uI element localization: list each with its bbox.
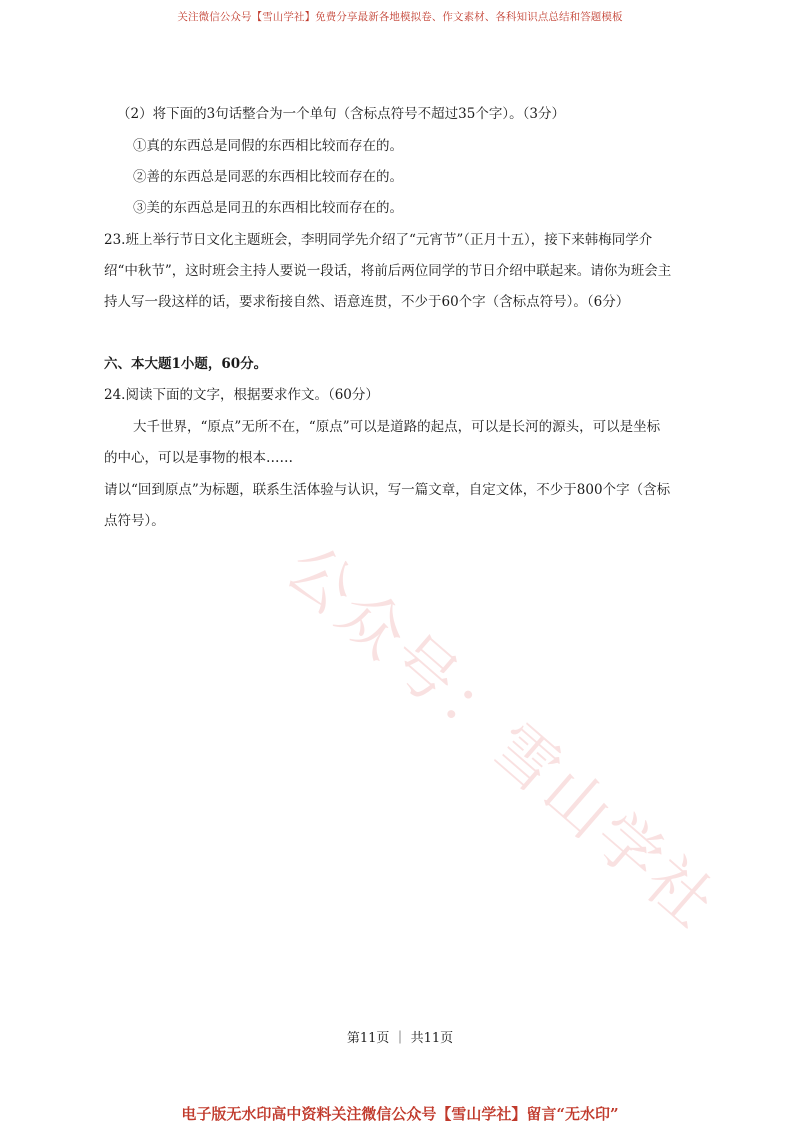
- q22-2-item-2: ②善的东西总是同恶的东西相比较而存在的。: [133, 169, 403, 185]
- watermark: 公众号：雪山学社: [271, 531, 731, 945]
- q23-line-2: 绍“中秋节”，这时班会主持人要说一段话，将前后两位同学的节日介绍中联起来。请你为班会主: [104, 263, 672, 279]
- q24-prompt: 24.阅读下面的文字，根据要求作文。（60分）: [104, 387, 379, 403]
- q24-passage-line-1: 大千世界，“原点”无所不在，“原点”可以是道路的起点，可以是长河的源头，可以是坐标: [133, 419, 661, 435]
- q24-passage-line-2: 的中心，可以是事物的根本……: [104, 450, 293, 466]
- q24-instruction-line-2: 点符号）。: [104, 513, 165, 529]
- footer-banner: 电子版无水印高中资料关注微信公众号【雪山学社】留言“无水印”: [181, 1105, 619, 1123]
- header-banner: 关注微信公众号【雪山学社】免费分享最新各地模拟卷、作文素材、各科知识点总结和答题模板: [177, 11, 623, 23]
- q22-2-item-3: ③美的东西总是同丑的东西相比较而存在的。: [133, 200, 403, 216]
- q23-line-3: 持人写一段这样的话，要求衔接自然、语意连贯，不少于60个字（含标点符号）。（6分）: [104, 294, 630, 310]
- q23-line-1: 23.班上举行节日文化主题班会，李明同学先介绍了“元宵节”（正月十五），接下来韩梅同学介: [104, 232, 653, 248]
- q24-instruction-line-1: 请以“回到原点”为标题，联系生活体验与认识，写一篇文章，自定文体，不少于800个字（含标: [104, 482, 671, 498]
- page-number: 第11页 ｜ 共11页: [346, 1031, 454, 1046]
- q22-2-prompt: （2）将下面的3句话整合为一个单句（含标点符号不超过35个字）。（3分）: [117, 106, 565, 122]
- section-6-heading: 六、本大题1小题，60分。: [104, 356, 268, 372]
- q22-2-item-1: ①真的东西总是同假的东西相比较而存在的。: [133, 138, 403, 154]
